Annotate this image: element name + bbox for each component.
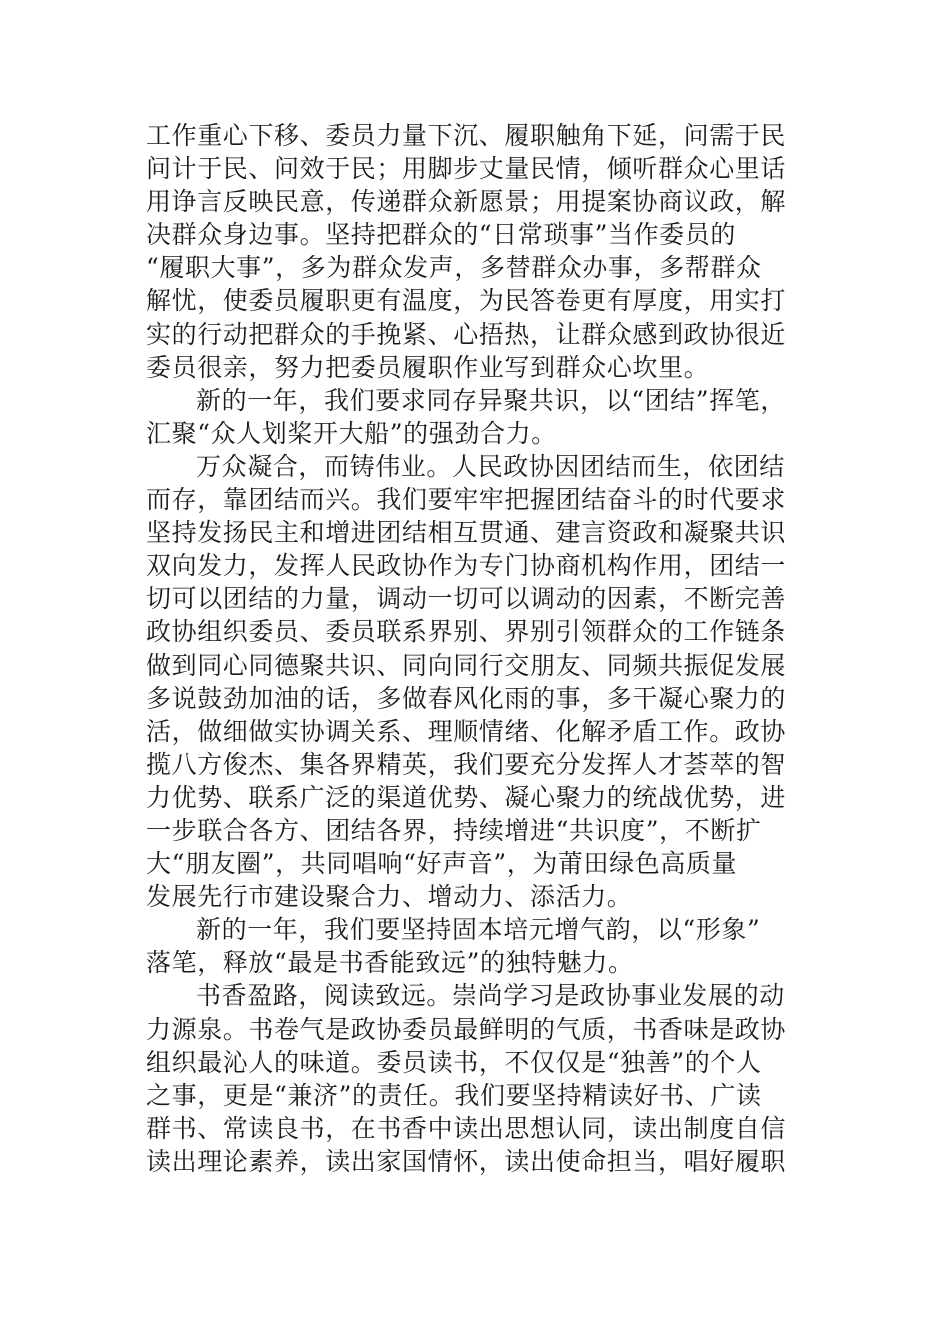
text-line: 群书、常读良书，在书香中读出思想认同，读出制度自信: [146, 1113, 787, 1143]
text-line: 力优势、联系广泛的渠道优势、凝心聚力的统战优势，进: [146, 782, 787, 812]
text-line: 政协组织委员、委员联系界别、界别引领群众的工作链条: [146, 617, 787, 647]
text-line: 问计于民、问效于民；用脚步丈量民情，倾听群众心里话: [146, 154, 787, 184]
text-line: 落笔，释放“最是书香能致远”的独特魅力。: [146, 948, 634, 978]
text-line: 组织最沁人的味道。委员读书，不仅仅是“独善”的个人: [146, 1047, 762, 1077]
text-line: 大“朋友圈”，共同唱响“好声音”，为莆田绿色高质量: [146, 849, 738, 879]
text-line: 工作重心下移、委员力量下沉、履职触角下延，问需于民: [146, 121, 787, 150]
text-line: 切可以团结的力量，调动一切可以调动的因素，不断完善: [146, 584, 787, 614]
text-line: 解忧，使委员履职更有温度，为民答卷更有厚度，用实打: [146, 286, 787, 316]
text-line: 发展先行市建设聚合力、增动力、添活力。: [146, 882, 633, 912]
text-line: 决群众身边事。坚持把群众的“日常琐事”当作委员的: [146, 220, 736, 250]
paragraph-first-line: 万众凝合，而铸伟业。人民政协因团结而生，依团结: [196, 451, 785, 481]
text-line: 揽八方俊杰、集各界精英，我们要充分发挥人才荟萃的智: [146, 749, 787, 779]
text-line: 做到同心同德聚共识、同向同行交朋友、同频共振促发展: [146, 650, 787, 680]
text-line: 实的行动把群众的手挽紧、心捂热，让群众感到政协很近: [146, 319, 787, 349]
text-line: 双向发力，发挥人民政协作为专门协商机构作用，团结一: [146, 551, 787, 581]
text-line: “履职大事”，多为群众发声，多替群众办事，多帮群众: [146, 253, 762, 283]
text-line: 用诤言反映民意，传递群众新愿景；用提案协商议政，解: [146, 187, 787, 217]
text-line: 活，做细做实协调关系、理顺情绪、化解矛盾工作。政协: [146, 716, 787, 746]
text-line: 读出理论素养，读出家国情怀，读出使命担当，唱好履职: [146, 1146, 787, 1176]
text-line: 坚持发扬民主和增进团结相互贯通、建言资政和凝聚共识: [146, 518, 787, 548]
text-line: 力源泉。书卷气是政协委员最鲜明的气质，书香味是政协: [146, 1014, 787, 1044]
text-line: 而存，靠团结而兴。我们要牢牢把握团结奋斗的时代要求: [146, 485, 787, 515]
paragraph-first-line: 书香盈路，阅读致远。崇尚学习是政协事业发展的动: [196, 981, 785, 1011]
text-line: 一步联合各方、团结各界，持续增进“共识度”，不断扩: [146, 815, 762, 845]
text-line: 多说鼓劲加油的话，多做春风化雨的事，多干凝心聚力的: [146, 683, 787, 713]
document-body: [146, 119, 810, 1178]
text-line: 之事，更是“兼济”的责任。我们要坚持精读好书、广读: [146, 1080, 762, 1110]
text-line: 汇聚“众人划桨开大船”的强劲合力。: [146, 418, 557, 448]
paragraph-first-line: 新的一年，我们要求同存异聚共识，以“团结”挥笔，: [196, 385, 786, 415]
paragraph-first-line: 新的一年，我们要坚持固本培元增气韵，以“形象”: [196, 915, 761, 945]
text-line: 委员很亲，努力把委员履职作业写到群众心坎里。: [146, 352, 710, 382]
